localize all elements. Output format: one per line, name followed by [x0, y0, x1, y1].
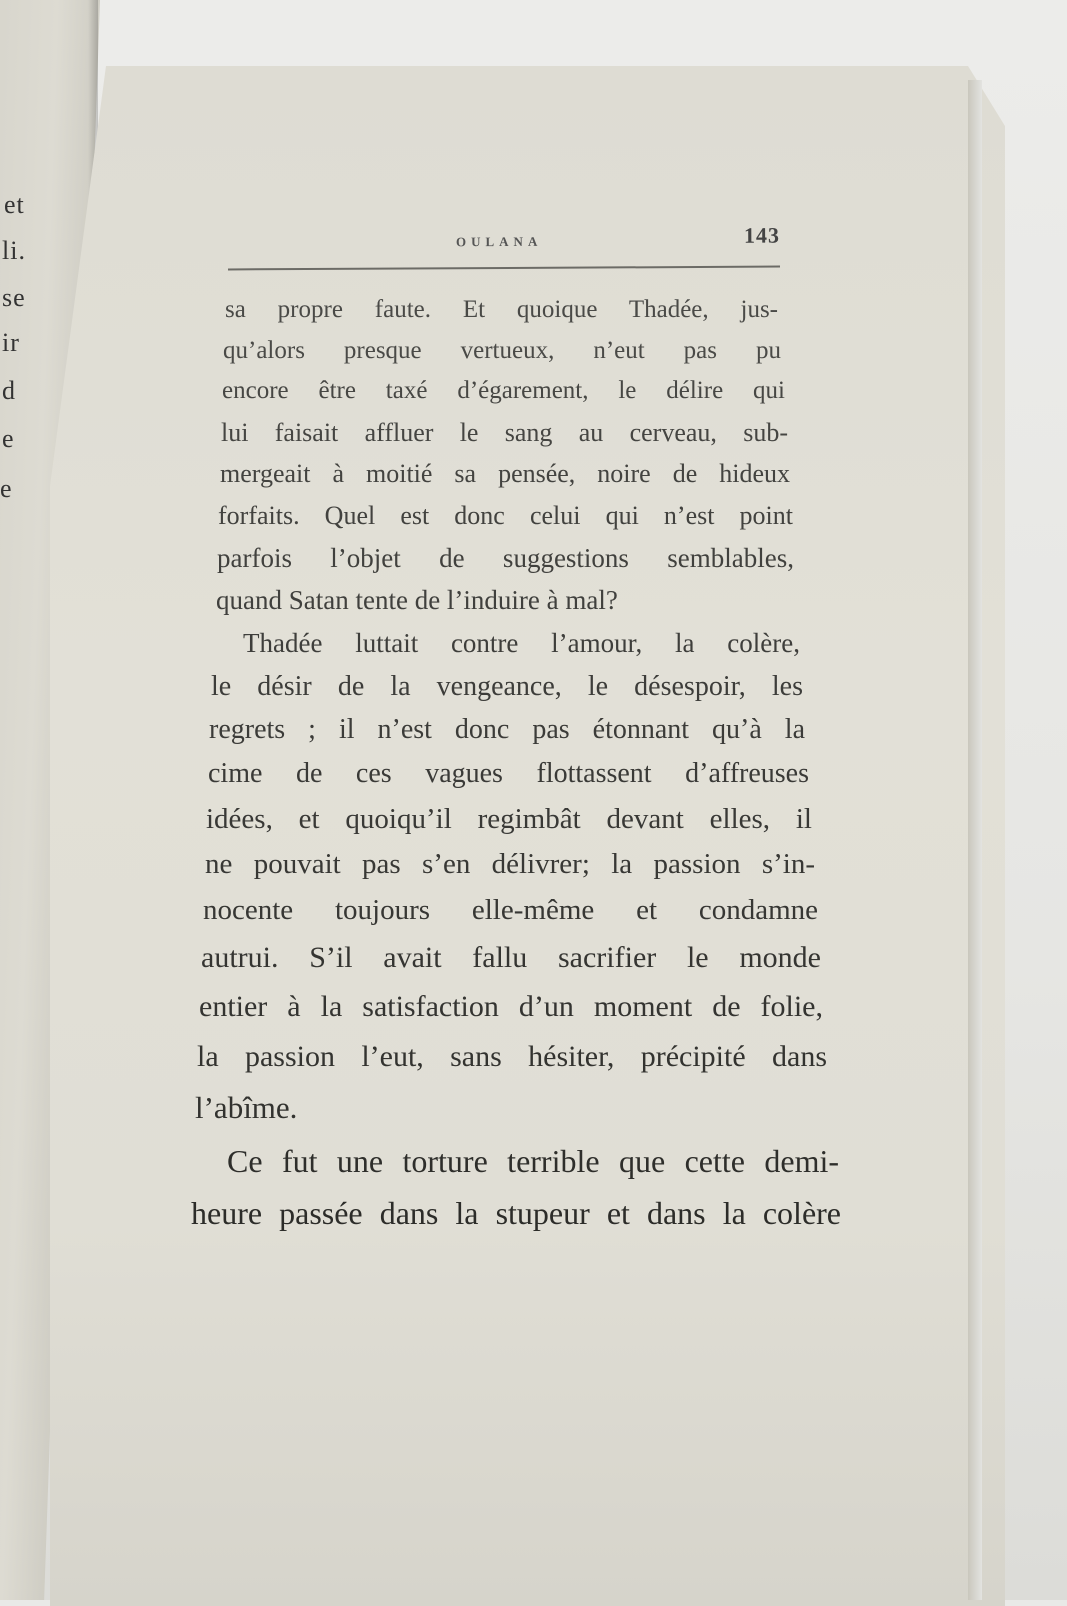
page-number: 143: [743, 222, 781, 248]
text-line: nocente toujours elle-même et condamne: [203, 894, 818, 926]
text-line: la passion l’eut, sans hésiter, précipité dans: [197, 1040, 827, 1073]
left-fragment: e: [0, 474, 13, 503]
text-line: encore être taxé d’égarement, le délire qui: [222, 377, 785, 404]
text-line: autrui. S’il avait fallu sacrifier le monde: [201, 941, 821, 974]
text-line: heure passée dans la stupeur et dans la colère: [191, 1195, 841, 1231]
text-line: Ce fut une torture terrible que cette demi-: [227, 1143, 839, 1179]
left-fragment: ir: [2, 328, 20, 357]
text-line: idées, et quoiqu’il regimbât devant elles, il: [206, 803, 812, 835]
left-fragment: et: [4, 190, 25, 219]
text-line: quand Satan tente de l’induire à mal?: [216, 585, 618, 615]
text-line: ne pouvait pas s’en délivrer; la passion s’in-: [205, 848, 815, 880]
left-fragment: li.: [2, 236, 26, 265]
running-header-title: OULANA: [455, 233, 543, 250]
text-line: entier à la satisfaction d’un moment de folie,: [199, 990, 823, 1023]
text-line: Thadée luttait contre l’amour, la colère,: [243, 628, 800, 658]
text-line: regrets ; il n’est donc pas étonnant qu’à la: [209, 714, 805, 745]
text-line: lui faisait affluer le sang au cerveau, sub-: [221, 418, 788, 447]
text-line: forfaits. Quel est donc celui qui n’est point: [218, 501, 793, 530]
left-fragment: d: [2, 376, 16, 405]
text-line: l’abîme.: [195, 1090, 298, 1125]
text-line: parfois l’objet de suggestions semblables,: [217, 543, 794, 573]
left-fragment: e: [2, 424, 15, 453]
text-line: qu’alors presque vertueux, n’eut pas pu: [223, 337, 781, 364]
left-fragment: se: [2, 283, 26, 312]
text-line: sa propre faute. Et quoique Thadée, jus-: [225, 296, 778, 323]
text-line: mergeait à moitié sa pensée, noire de hideux: [220, 459, 790, 488]
text-line: le désir de la vengeance, le désespoir, les: [211, 671, 803, 702]
text-line: cime de ces vagues flottassent d’affreuses: [208, 758, 809, 789]
